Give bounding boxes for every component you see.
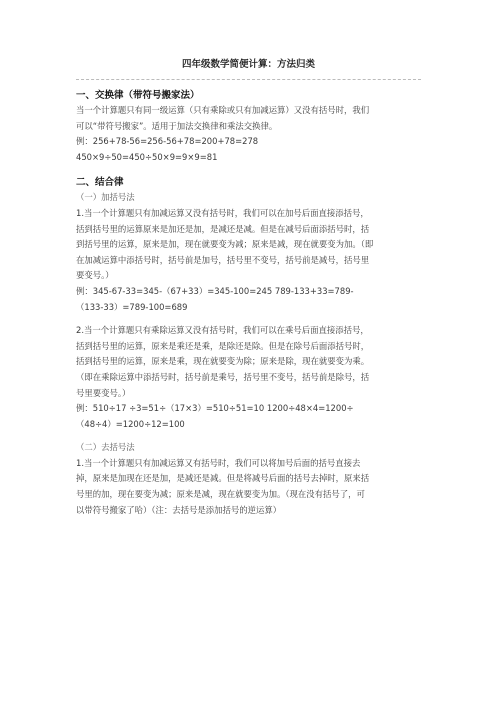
document-page — [76, 58, 421, 518]
section-1-example-2: 450×9÷50=450÷50×9=9×9=81 — [76, 151, 218, 162]
section-2-heading: 二、结合律 — [76, 177, 124, 189]
spacer — [76, 315, 421, 323]
p2-example-line-1: 例：510÷17 ÷3=51÷（17×3）=510÷51=10 1200÷48×4=1200÷ — [76, 403, 354, 414]
p2-line-3: 括到括号里的运算，原来是乘，现在就要变为除；原来是除，现在就要变为乘。 — [76, 356, 370, 367]
spacer — [76, 165, 421, 175]
p1-example-line-1: 例：345-67-33=345-（67+33）=345-100=245 789-133+33=789- — [76, 285, 354, 296]
subsection-remove-brackets: （二）去括号法 — [76, 442, 135, 453]
section-1-line-1: 当一个计算题只有同一级运算（只有乘除或只有加减运算）又没有括号时，我们 — [76, 105, 370, 115]
document-title: 四年级数学简便计算：方法归类 — [181, 59, 315, 70]
subsection-add-brackets: （一）加括号法 — [76, 192, 135, 203]
p2-line-1: 2.当一个计算题只有乘除运算又没有括号时，我们可以在乘号后面直接添括号， — [76, 325, 369, 336]
p2-example-line-2: （48÷4）=1200÷12=100 — [76, 418, 185, 429]
p1-line-5: 要变号。） — [76, 270, 114, 281]
p1-line-4: 在加减运算中添括号时，括号前是加号，括号里不变号，括号前是减号，括号里 — [76, 254, 370, 265]
section-1-example-1: 例：256+78-56=256-56+78=200+78=278 — [76, 136, 259, 147]
p2-line-4: （即在乘除运算中添括号时，括号前是乘号，括号里不变号，括号前是除号，括 — [76, 371, 370, 382]
spacer — [76, 432, 421, 440]
title-divider — [76, 79, 421, 80]
p2-line-2: 括到括号里的运算，原来是乘还是乘，是除还是除。但是在除号后面添括号时， — [76, 340, 370, 351]
p3-line-2: 掉，原来是加现在还是加，是减还是减。但是将减号后面的括号去掉时，原来括 — [76, 473, 370, 484]
p2-line-5: 号里要变号。） — [76, 387, 131, 398]
section-1-heading: 一、交换律（带符号搬家法） — [76, 90, 200, 101]
section-1-line-2: 可以“带符号搬家”。适用于加法交换律和乘法交换律。 — [76, 120, 278, 131]
p1-example-line-2: （133-33）=789-100=689 — [76, 301, 188, 312]
p1-line-1: 1.当一个计算题只有加减运算又没有括号时，我们可以在加号后面直接添括号， — [76, 207, 369, 218]
p3-line-4: 以带符号搬家了哈）（注：去括号是添加括号的逆运算） — [76, 504, 282, 515]
p1-line-2: 括到括号里的运算原来是加还是加，是减还是减。但是在减号后面添括号时，括 — [76, 223, 370, 234]
p3-line-3: 号里的加，现在要变为减；原来是减，现在就要变为加。（现在没有括号了，可 — [76, 489, 365, 500]
p3-line-1: 1.当一个计算题只有加减运算又有括号时，我们可以将加号后面的括号直接去 — [76, 457, 361, 468]
p1-line-3: 到括号里的运算，原来是加，现在就要变为减；原来是减，现在就要变为加。（即 — [76, 239, 374, 250]
